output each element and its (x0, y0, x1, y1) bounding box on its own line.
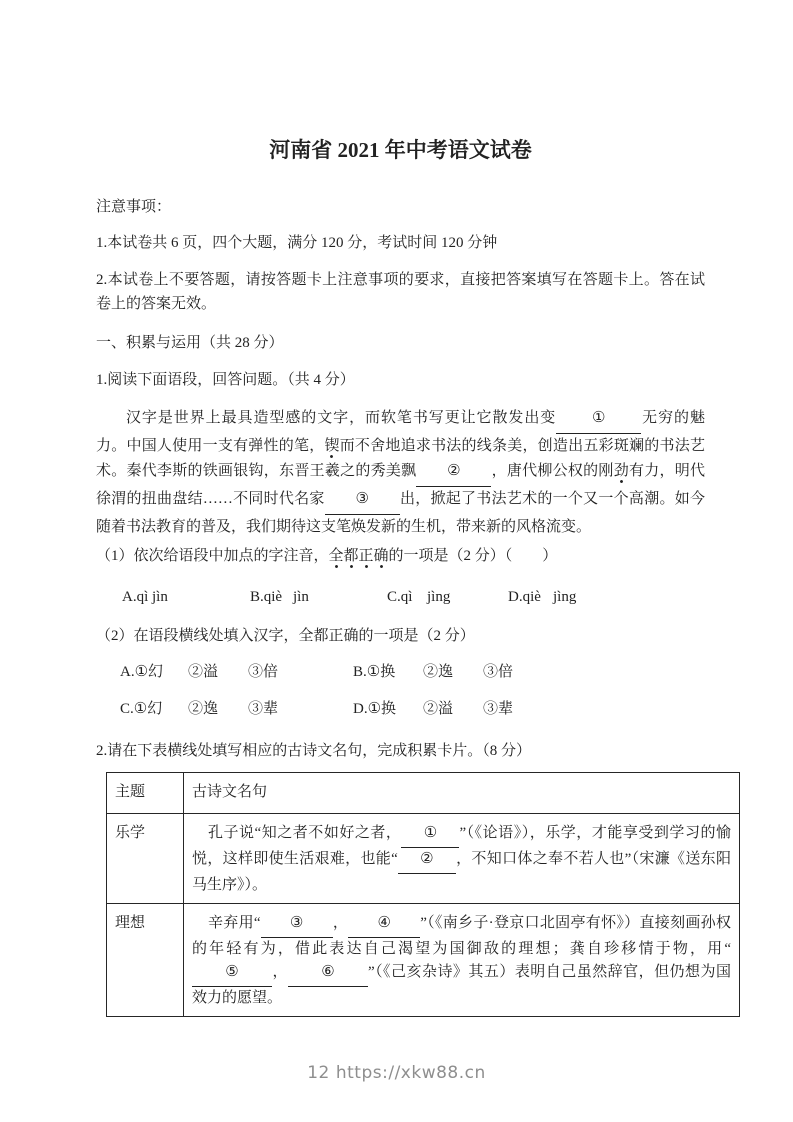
q1-sub1-pre: （1）依次给语段中加点的字注音， (96, 548, 329, 564)
passage-blank-1 (556, 406, 641, 434)
quotes-text-lixiang (192, 912, 731, 1010)
row2-seg-5: ”（《己亥杂诗》其五）表明自己虽然辞官，但仍想为国效力的愿望。 (192, 964, 731, 1006)
option-d-pinyin-1: D.qiè (508, 589, 541, 605)
table-row-lixiang (107, 904, 740, 1017)
q1-stem: 1.阅读下面语段，回答问题。（共 4 分） (96, 372, 355, 388)
option-b-item-1: B.①换 (353, 664, 396, 680)
passage-blank-3 (325, 487, 400, 515)
row1-blank-1 (401, 822, 459, 848)
option-a-item-1: A.①幻 (120, 664, 164, 680)
accumulation-card-table (106, 772, 740, 1017)
theme-label-lixiang: 理想 (115, 915, 146, 931)
quotes-cell-lexue (184, 814, 740, 904)
theme-label-lexue: 乐学 (115, 825, 146, 841)
page-title: 河南省 2021 年中考语文试卷 (269, 138, 532, 162)
q1-sub1-post: 的一项是（2 分）（ ） (388, 548, 558, 564)
option-d-item-3: ③辈 (483, 701, 514, 717)
row2-blank-3 (192, 961, 272, 987)
emphasized-char-qie: 锲 (324, 438, 339, 459)
header-quotes-cell (184, 773, 740, 814)
table-header-row (107, 773, 740, 814)
circled-4-table: ④ (377, 915, 391, 931)
quotes-text-lexue (192, 822, 731, 897)
option-d-item-1: D.①换 (353, 701, 397, 717)
section-heading: 一、积累与运用（共 28 分） (96, 335, 284, 351)
passage-seg-1: 汉字是世界上最具造型感的文字，而软笔书写更让它散发出变 (126, 410, 557, 426)
option-b-pinyin-1: B.qiè (250, 589, 283, 605)
theme-cell-lixiang (107, 904, 184, 1017)
emphasized-char-jin: 劲 (614, 463, 629, 484)
watermark-url: https://xkw88.cn (335, 1063, 486, 1083)
option-a-item-3: ③倍 (248, 664, 279, 680)
passage-blank-2 (416, 459, 491, 487)
option-d-item-2: ②溢 (423, 701, 454, 717)
option-c-item-3: ③辈 (248, 701, 279, 717)
quotes-cell-lixiang (184, 904, 740, 1017)
header-theme-cell (107, 773, 184, 814)
option-c-item-1: C.①幻 (120, 701, 163, 717)
row2-seg-3: ”（《南乡子·登京口北固亭有怀》）直接刻画孙权的年轻有为，借此表达自己渴望为国御敌的理想；龚自珍移情于物，用“ (192, 915, 731, 957)
row1-seg-3: ，不知口体之奉不若人也”（宋濂《送东阳马生序》）。 (192, 851, 731, 893)
row2-blank-1 (261, 912, 333, 938)
option-d-pinyin-2: jìng (553, 589, 577, 605)
circled-2: ② (447, 463, 461, 479)
circled-3-table: ③ (289, 915, 304, 931)
header-quotes-label: 古诗文名句 (192, 784, 268, 800)
passage-seg-3: 而不舍地追求书法的线条美，创造出五彩斑斓的书法艺术。秦代李斯的铁画银钩，东晋王羲之的秀美飘 (96, 438, 705, 479)
row2-blank-4 (288, 961, 368, 987)
row1-seg-1: 孔子说“知之者不如好之者， (208, 825, 402, 841)
q1-sub2-options-row-ab (96, 660, 705, 684)
option-c-pinyin-1: C.qì (387, 589, 413, 605)
circled-2-table: ② (420, 851, 434, 867)
option-c-item-2: ②逸 (188, 701, 219, 717)
row2-seg-1: 辛弃用“ (208, 915, 261, 931)
q1-sub2-stem: （2）在语段横线处填入汉字，全都正确的一项是（2 分） (96, 628, 475, 644)
row1-blank-2 (398, 848, 456, 874)
page-number: 12 (307, 1063, 330, 1083)
passage-seg-5: 有力，明代徐渭的扭曲盘结……不同时代名家 (96, 463, 705, 507)
header-theme-label: 主题 (115, 784, 146, 800)
theme-cell-lexue (107, 814, 184, 904)
table-row-lexue (107, 814, 740, 904)
circled-1: ① (592, 410, 606, 426)
page-footer (0, 1063, 793, 1083)
q1-sub1-options-row (96, 585, 705, 609)
circled-1-table: ① (423, 825, 438, 841)
notice-item-1: 1.本试卷共 6 页，四个大题，满分 120 分，考试时间 120 分钟 (96, 235, 498, 251)
option-a-pinyin-1: A.qì (122, 589, 149, 605)
q1-passage (96, 406, 705, 540)
passage-seg-4: ，唐代柳公权的刚 (491, 463, 614, 479)
row2-seg-2: ， (332, 915, 349, 931)
circled-5-table: ⑤ (225, 964, 239, 980)
q1-sub1-stem (96, 544, 705, 568)
q1-sub2-options-row-cd (96, 697, 705, 721)
circled-6-table: ⑥ (321, 964, 335, 980)
notice-item-2: 2.本试卷上不要答题，请按答题卡上注意事项的要求，直接把答案填写在答题卡上。答在试卷上的答案无效。 (96, 272, 705, 312)
row1-seg-2: ”（《论语》），乐学，才能享受到学习的愉悦，这样即使生活艰难，也能“ (192, 825, 731, 867)
row2-blank-2 (348, 912, 420, 938)
notice-heading: 注意事项： (96, 199, 172, 215)
option-b-item-3: ③倍 (483, 664, 514, 680)
q1-sub1-emphasis: 全都正确 (329, 548, 389, 569)
option-a-pinyin-2: jìn (152, 589, 168, 605)
passage-seg-6: 出，掀起了书法艺术的一个又一个高潮。如今随着书法教育的普及，我们期待这支笔焕发新的生机，带来新的风格流变。 (96, 491, 705, 535)
option-b-pinyin-2: jìn (293, 589, 309, 605)
q2-stem: 2.请在下表横线处填写相应的古诗文名句，完成积累卡片。（8 分） (96, 743, 532, 759)
circled-3: ③ (355, 491, 369, 507)
option-b-item-2: ②逸 (423, 664, 454, 680)
option-c-pinyin-2: jìng (427, 589, 451, 605)
row2-seg-4: ， (272, 964, 288, 980)
option-a-item-2: ②溢 (188, 664, 219, 680)
passage-seg-2: 无穷的魅力。中国人使用一支有弹性的笔， (96, 410, 705, 454)
